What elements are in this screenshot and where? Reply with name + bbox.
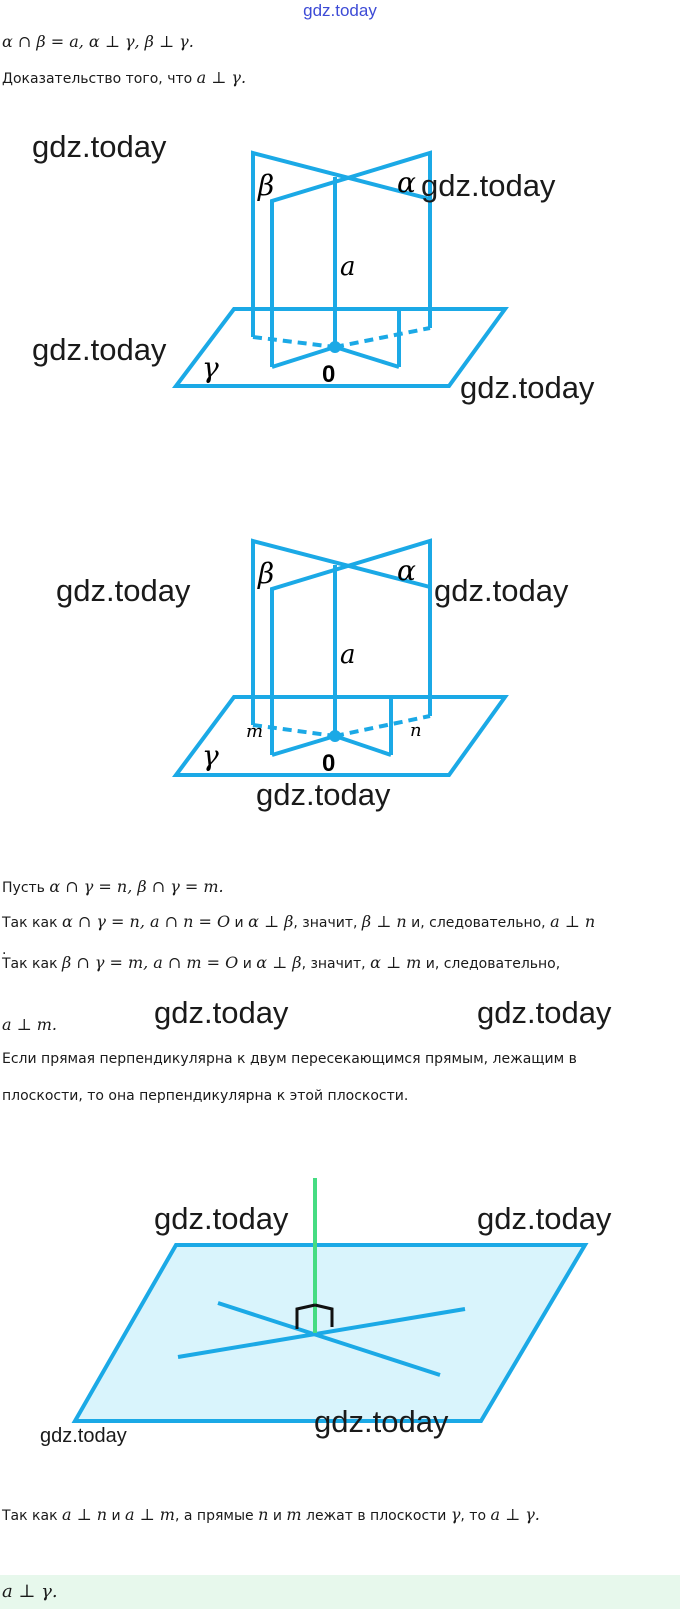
p2-text-1: Так как <box>2 915 62 931</box>
p5-text-1: Так как <box>2 1508 62 1524</box>
p5 <box>2 1505 540 1526</box>
watermark: gdz.today <box>460 370 595 405</box>
p2-continuation: . <box>2 942 7 958</box>
label-beta: β <box>258 557 275 590</box>
label-alpha: α <box>397 554 416 587</box>
p3-math-4: a ⊥ m. <box>2 1015 58 1034</box>
watermark: gdz.today <box>40 1425 127 1447</box>
dashed-trace-n <box>335 328 430 347</box>
label-gamma: γ <box>202 739 219 772</box>
watermark: gdz.today <box>477 995 612 1030</box>
p5-text-2: и <box>107 1508 126 1524</box>
watermark: gdz.today <box>314 1404 449 1439</box>
label-a: a <box>340 640 356 670</box>
p4-line-1: Если прямая перпендикулярна к двум пересекающимся прямым, лежащим в <box>2 1051 577 1067</box>
watermark: gdz.today <box>256 777 391 812</box>
label-gamma: γ <box>202 351 219 384</box>
p2-text-3: , значит, <box>293 915 362 931</box>
label-a: a <box>340 252 356 282</box>
p5-math-5: γ <box>450 1505 461 1524</box>
site-watermark: gdz.today <box>303 1 377 20</box>
given-line <box>2 32 194 53</box>
prove-line <box>2 68 246 89</box>
watermark: gdz.today <box>434 573 569 608</box>
watermark: gdz.today <box>32 129 167 164</box>
dashed-trace-m <box>253 337 335 347</box>
p3-math-1: β ∩ γ = m, a ∩ m = O <box>61 953 239 972</box>
point-o <box>329 730 341 742</box>
figure-planes-intersection <box>0 120 680 410</box>
answer-math: a ⊥ γ. <box>2 1581 58 1602</box>
p5-text-4: и <box>268 1508 287 1524</box>
p3-text-4: и, следовательно, <box>421 956 561 972</box>
prove-math: a ⊥ γ. <box>196 68 247 87</box>
p5-text-6: , то <box>460 1508 491 1524</box>
p5-math-1: a ⊥ n <box>61 1505 108 1524</box>
p1-math: α ∩ γ = n, β ∩ γ = m. <box>49 877 224 896</box>
label-m: m <box>246 721 264 742</box>
p2-math-4: a ⊥ n <box>550 912 596 931</box>
label-alpha: α <box>397 166 416 199</box>
label-beta: β <box>258 169 275 202</box>
p3-text-2: и <box>238 956 257 972</box>
p3-math-2: α ⊥ β <box>256 953 302 972</box>
p1-text: Пусть <box>2 880 50 896</box>
watermark: gdz.today <box>421 168 556 203</box>
p3-continuation <box>2 1015 57 1036</box>
figure-planes-traces <box>0 520 680 820</box>
p1 <box>2 877 224 898</box>
p5-math-6: a ⊥ γ. <box>490 1505 540 1524</box>
p5-text-5: лежат в плоскости <box>301 1508 451 1524</box>
dashed-trace-m <box>253 725 335 736</box>
p2-math-2: α ⊥ β <box>248 912 294 931</box>
watermark: gdz.today <box>32 332 167 367</box>
answer-box <box>0 1575 680 1609</box>
p3-math-3: α ⊥ m <box>370 953 422 972</box>
plane-alpha-lower-edge <box>335 736 391 755</box>
label-o: 0 <box>322 361 336 388</box>
figure-line-perpendicular-plane <box>0 1170 680 1460</box>
p3 <box>2 953 560 974</box>
p3-text-3: , значит, <box>301 956 371 972</box>
p2-text-2: и <box>230 915 249 931</box>
plane-alpha-lower-edge <box>335 347 399 367</box>
p5-math-3: n <box>258 1505 269 1524</box>
watermark: gdz.today <box>56 573 191 608</box>
p2-math-3: β ⊥ n <box>361 912 407 931</box>
watermark: gdz.today <box>154 1201 289 1236</box>
given-math: α ∩ β = a, α ⊥ γ, β ⊥ γ. <box>2 32 194 51</box>
p5-math-2: a ⊥ m <box>125 1505 175 1524</box>
p4-line-2: плоскости, то она перпендикулярна к этой плоскости. <box>2 1088 409 1104</box>
p5-text-3: , а прямые <box>174 1508 259 1524</box>
point-o <box>329 341 341 353</box>
p2-text-4: и, следовательно, <box>406 915 551 931</box>
p2-math-1: α ∩ γ = n, a ∩ n = O <box>61 912 231 931</box>
p5-math-4: m <box>286 1505 302 1524</box>
watermark: gdz.today <box>154 995 289 1030</box>
p2 <box>2 912 595 933</box>
p3-text-1: Так как <box>2 956 62 972</box>
prove-text: Доказательство того, что <box>2 71 197 87</box>
watermark: gdz.today <box>477 1201 612 1236</box>
label-n: n <box>410 720 422 741</box>
label-o: 0 <box>322 750 336 777</box>
